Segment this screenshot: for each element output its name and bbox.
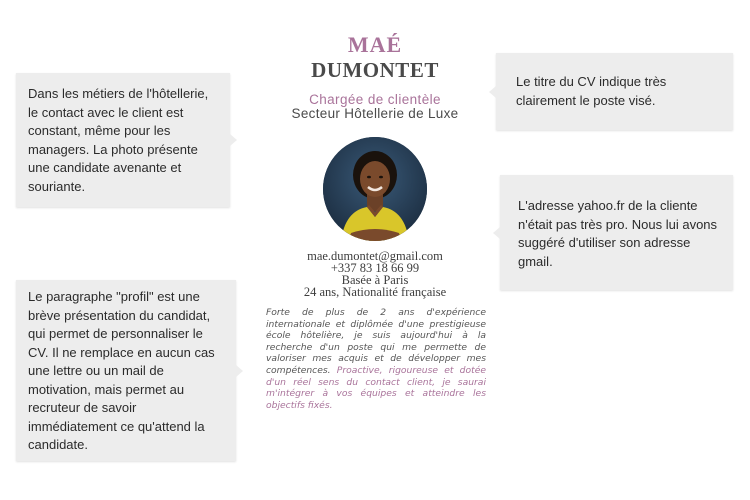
cv-job-title: Chargée de clientèle [309, 92, 441, 107]
cv-age-nationality: 24 ans, Nationalité française [303, 285, 447, 299]
cv-job-sector: Secteur Hôtellerie de Luxe [291, 106, 459, 121]
callout-title-text: Le titre du CV indique très clairement le poste visé. [516, 74, 667, 108]
callout-profile-note [16, 280, 236, 461]
callout-email-note [500, 175, 733, 290]
callout-email-text: L'adresse yahoo.fr de la cliente n'était pas très pro. Nous lui avons suggéré d'utiliser son adresse gmail. [518, 198, 718, 269]
cv-city: Basée à Paris [341, 273, 409, 287]
cv-profile-main: Forte de plus de 2 ans d'expérience internationale et diplômée d'une prestigieuse école hôtelière, je suis aujourd'hui à la recherche d'un poste qui me permette de valoriser mes acquis et de développer mes compétences. [266, 307, 486, 376]
portrait-photo-icon [323, 137, 427, 241]
cv-profile-paragraph [266, 307, 486, 411]
cv-email: mae.dumontet@gmail.com [307, 249, 443, 263]
cv-phone: +337 83 18 66 99 [330, 261, 420, 275]
cv-profile-accent: Proactive, rigoureuse et dotée d'un réel sens du contact client, je saurai m'intégrer à vos équipes et atteindre les objectifs fixés. [266, 364, 487, 411]
callout-title-note [496, 53, 733, 130]
callout-photo-text: Dans les métiers de l'hôtellerie, le contact avec le client est constant, même pour les managers. La photo présente une candidate avenante et souriante. [28, 86, 209, 194]
callout-profile-text: Le paragraphe "profil" est une brève présentation du candidat, qui permet de personnaliser le CV. Il ne remplace en aucun cas une lettre ou un mail de motivation, mais permet au recruteur de savoir immédiatement ce qu'attend la candidate. [28, 289, 215, 452]
cv-document [260, 28, 490, 428]
cv-last-name: DUMONTET [311, 58, 439, 82]
callout-photo-note [16, 73, 230, 207]
cv-first-name: MAÉ [347, 32, 403, 57]
